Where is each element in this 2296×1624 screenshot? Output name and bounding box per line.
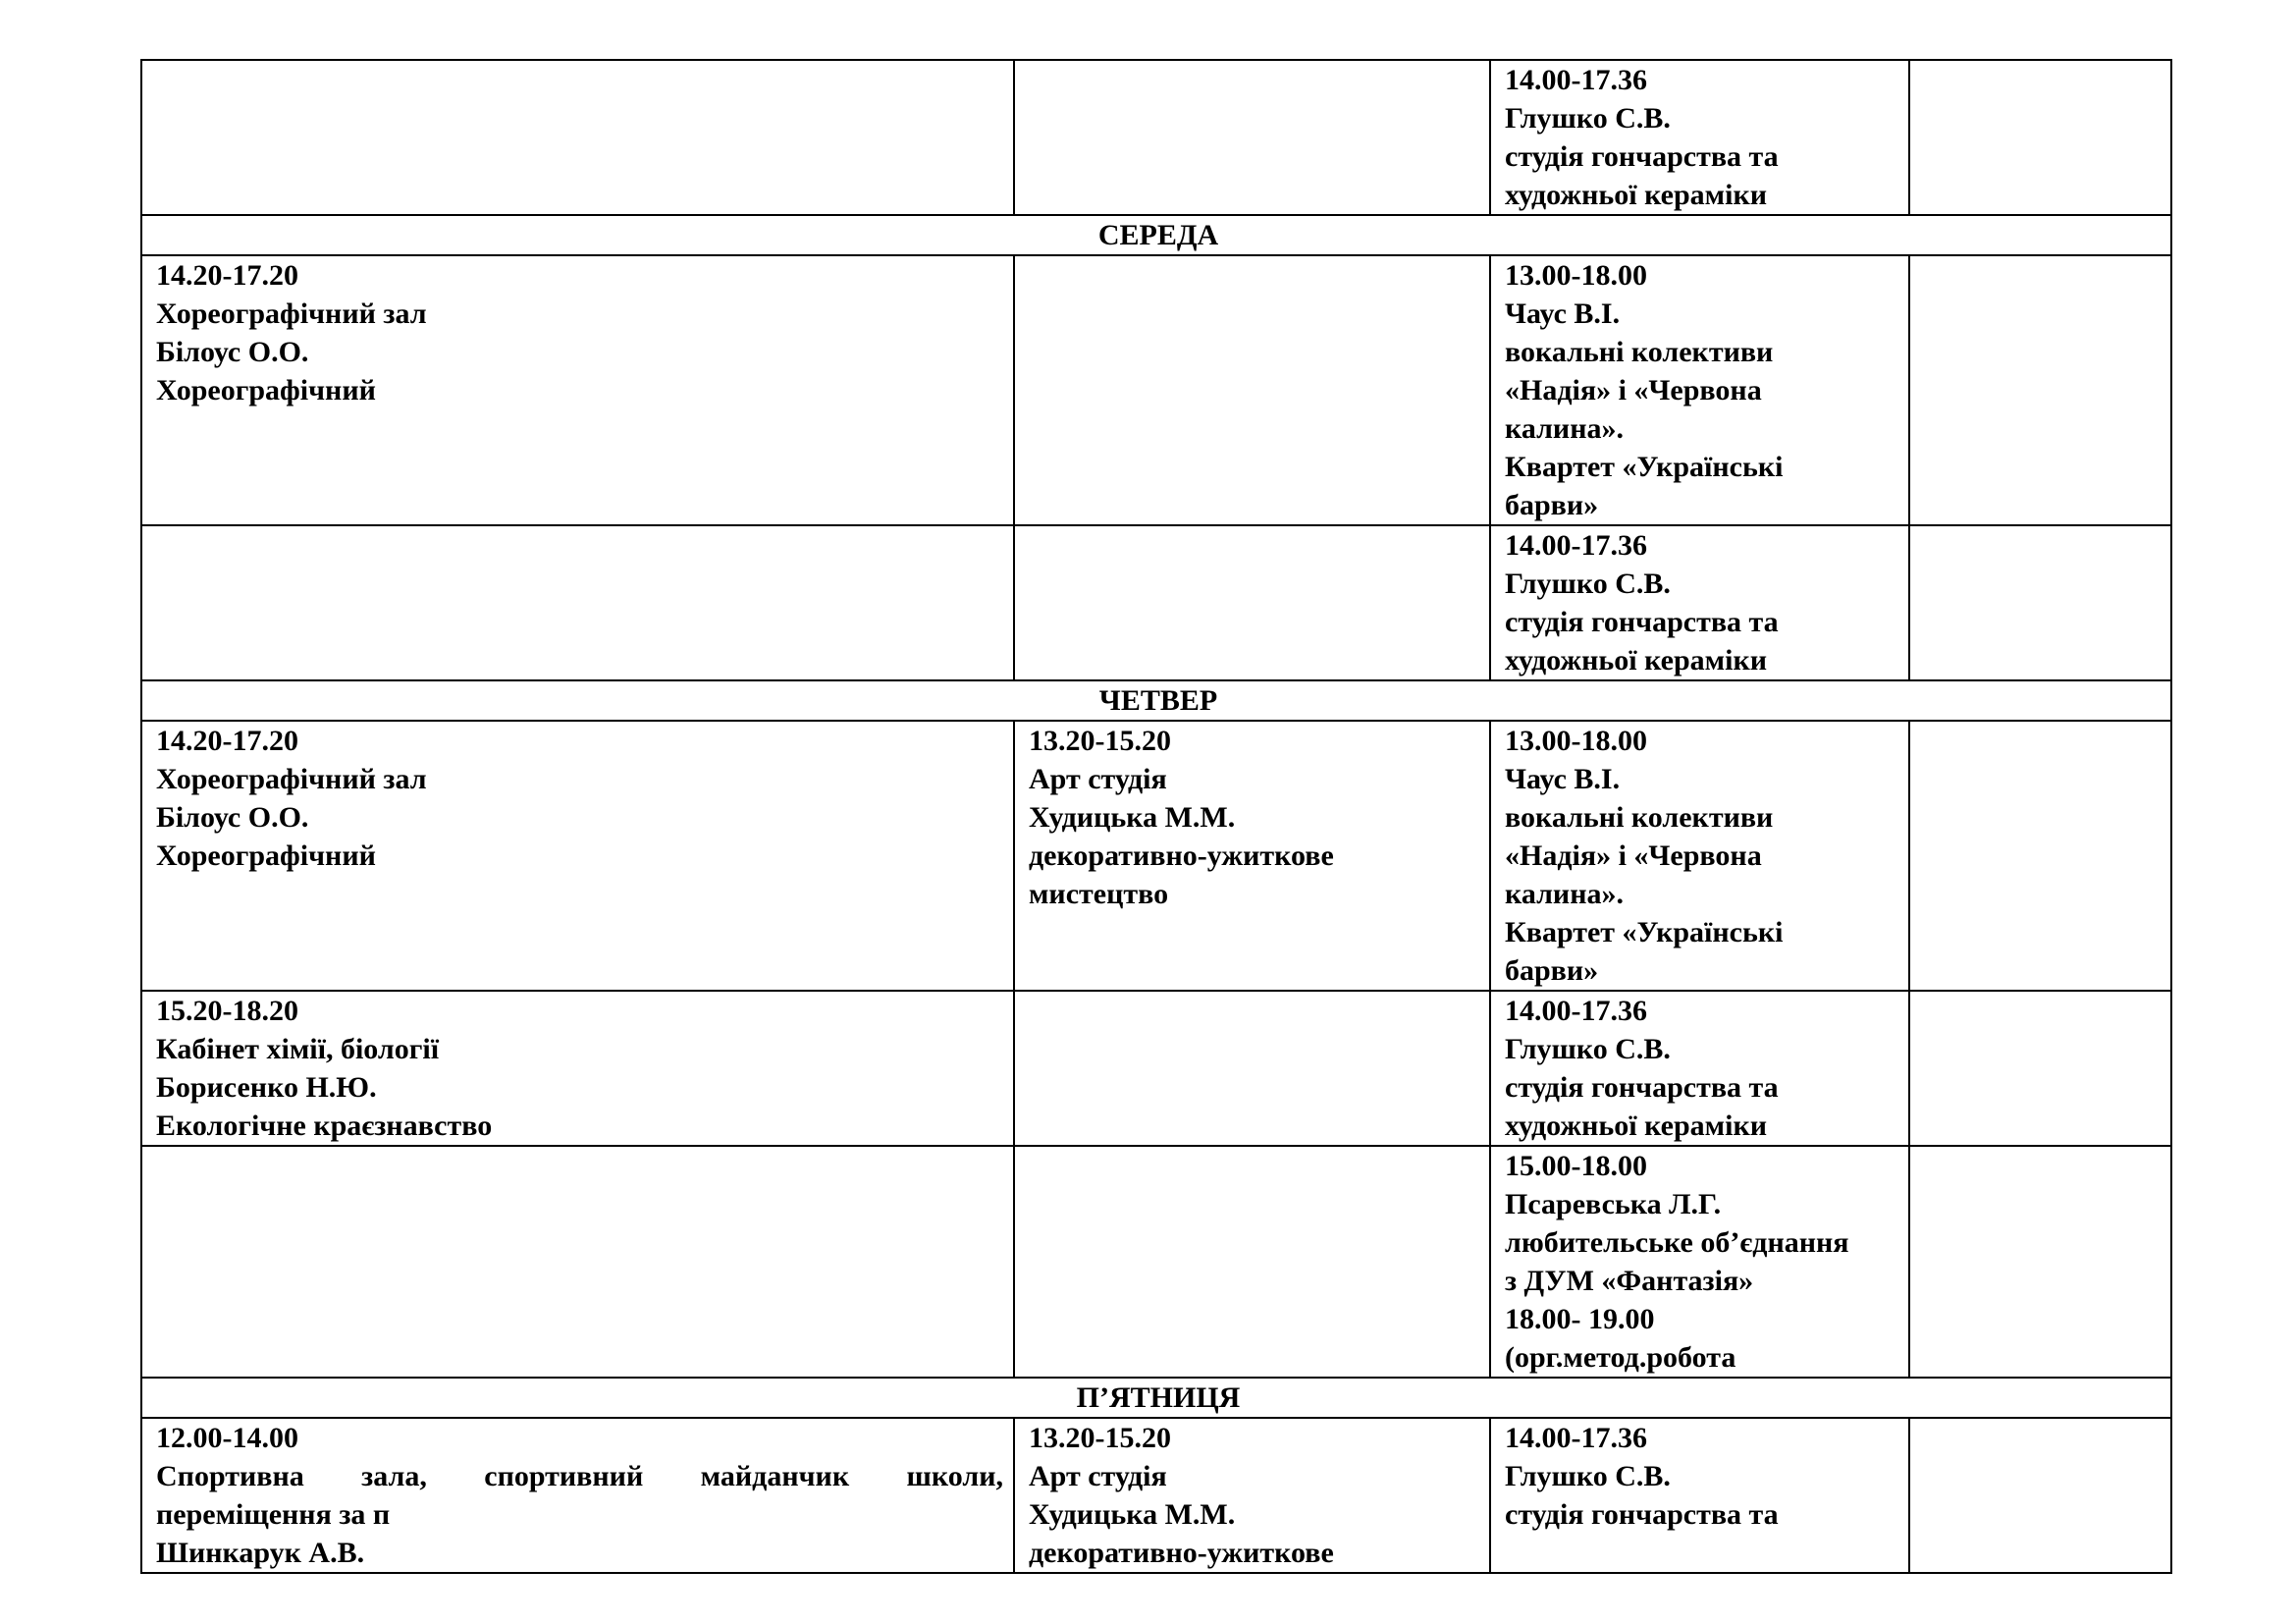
cell-col3 <box>1490 991 1909 1146</box>
cell-line: Глушко С.В. <box>1505 102 1671 135</box>
schedule-row <box>141 721 2171 991</box>
cell-line: 13.20-15.20 <box>1029 725 1171 757</box>
cell-line: Екологічне краєзнавство <box>156 1110 493 1142</box>
cell-line: Глушко С.В. <box>1505 1460 1671 1492</box>
cell-col4 <box>1909 1146 2171 1378</box>
cell-line: Борисенко Н.Ю. <box>156 1071 377 1104</box>
cell-col3 <box>1490 60 1909 215</box>
cell-col4 <box>1909 1418 2171 1573</box>
cell-line: Квартет «Українські <box>1505 916 1784 948</box>
cell-col1 <box>141 1418 1014 1573</box>
cell-line: декоративно-ужиткове <box>1029 1537 1334 1569</box>
cell-line: Худицька М.М. <box>1029 1498 1236 1531</box>
cell-col2 <box>1014 525 1490 680</box>
cell-line: 15.00-18.00 <box>1505 1150 1647 1182</box>
cell-line: 18.00- 19.00 <box>1505 1303 1655 1335</box>
cell-line: Арт студія <box>1029 763 1167 795</box>
cell-line: Худицька М.М. <box>1029 801 1236 834</box>
cell-line: мистецтво <box>1029 878 1169 910</box>
schedule-table <box>140 59 2172 1574</box>
cell-line: з ДУМ «Фантазія» <box>1505 1265 1754 1297</box>
cell-col3 <box>1490 721 1909 991</box>
day-header-row <box>141 215 2171 255</box>
day-header-row <box>141 680 2171 721</box>
cell-line: 15.20-18.20 <box>156 995 298 1027</box>
cell-line: барви» <box>1505 954 1599 987</box>
cell-line: калина». <box>1505 412 1624 445</box>
cell-line: «Надія» і «Червона <box>1505 839 1762 872</box>
cell-line: Білоус О.О. <box>156 336 309 368</box>
cell-line: Білоус О.О. <box>156 801 309 834</box>
cell-line: барви» <box>1505 489 1599 521</box>
cell-col1 <box>141 721 1014 991</box>
cell-col1 <box>141 525 1014 680</box>
cell-line: Глушко С.В. <box>1505 1033 1671 1065</box>
cell-line: 14.20-17.20 <box>156 259 298 292</box>
cell-col1 <box>141 60 1014 215</box>
cell-col3 <box>1490 1418 1909 1573</box>
cell-line: Спортивна зала, спортивний майданчик школи, <box>156 1460 1003 1492</box>
cell-line: Квартет «Українські <box>1505 451 1784 483</box>
cell-line: 13.00-18.00 <box>1505 725 1647 757</box>
schedule-row <box>141 255 2171 525</box>
cell-line: 13.20-15.20 <box>1029 1422 1171 1454</box>
schedule-row <box>141 1418 2171 1573</box>
cell-col2 <box>1014 1146 1490 1378</box>
cell-col1 <box>141 991 1014 1146</box>
cell-line: калина». <box>1505 878 1624 910</box>
cell-col3 <box>1490 525 1909 680</box>
cell-line: 14.00-17.36 <box>1505 64 1647 96</box>
cell-line: декоративно-ужиткове <box>1029 839 1334 872</box>
schedule-row <box>141 1146 2171 1378</box>
cell-col4 <box>1909 60 2171 215</box>
day-header-thursday: ЧЕТВЕР <box>141 680 2171 721</box>
cell-line: художньої кераміки <box>1505 644 1768 677</box>
cell-line: Псаревська Л.Г. <box>1505 1188 1722 1220</box>
cell-line: Чаус В.І. <box>1505 298 1621 330</box>
cell-line: «Надія» і «Червона <box>1505 374 1762 406</box>
cell-col2 <box>1014 721 1490 991</box>
cell-col3 <box>1490 1146 1909 1378</box>
cell-line: художньої кераміки <box>1505 1110 1768 1142</box>
cell-col4 <box>1909 525 2171 680</box>
cell-col1 <box>141 1146 1014 1378</box>
cell-line: 12.00-14.00 <box>156 1422 298 1454</box>
day-header-friday: П’ЯТНИЦЯ <box>141 1378 2171 1418</box>
cell-col4 <box>1909 991 2171 1146</box>
cell-line: Арт студія <box>1029 1460 1167 1492</box>
cell-col2 <box>1014 991 1490 1146</box>
cell-col2 <box>1014 60 1490 215</box>
cell-line: Хореографічний <box>156 839 376 872</box>
cell-col4 <box>1909 721 2171 991</box>
schedule-row <box>141 60 2171 215</box>
schedule-row <box>141 991 2171 1146</box>
cell-col1 <box>141 255 1014 525</box>
cell-line: Шинкарук А.В. <box>156 1537 365 1569</box>
cell-line: 14.00-17.36 <box>1505 529 1647 562</box>
cell-line: Кабінет хімії, біології <box>156 1033 440 1065</box>
cell-line: Хореографічний зал <box>156 298 427 330</box>
cell-col3 <box>1490 255 1909 525</box>
cell-line: Хореографічний зал <box>156 763 427 795</box>
cell-line: Хореографічний <box>156 374 376 406</box>
cell-line: вокальні колективи <box>1505 801 1774 834</box>
cell-line: Глушко С.В. <box>1505 568 1671 600</box>
day-header-row <box>141 1378 2171 1418</box>
cell-line: переміщення за п <box>156 1498 391 1531</box>
cell-line: студія гончарства та <box>1505 140 1779 173</box>
cell-col2 <box>1014 255 1490 525</box>
cell-line: студія гончарства та <box>1505 606 1779 638</box>
cell-line: художньої кераміки <box>1505 179 1768 211</box>
cell-col4 <box>1909 255 2171 525</box>
cell-col2 <box>1014 1418 1490 1573</box>
cell-line: студія гончарства та <box>1505 1071 1779 1104</box>
schedule-row <box>141 525 2171 680</box>
cell-line: 14.20-17.20 <box>156 725 298 757</box>
cell-line: 14.00-17.36 <box>1505 995 1647 1027</box>
cell-line: студія гончарства та <box>1505 1498 1779 1531</box>
cell-line: 14.00-17.36 <box>1505 1422 1647 1454</box>
cell-line: 13.00-18.00 <box>1505 259 1647 292</box>
cell-line: (орг.метод.робота <box>1505 1341 1736 1374</box>
cell-line: вокальні колективи <box>1505 336 1774 368</box>
cell-line: Чаус В.І. <box>1505 763 1621 795</box>
cell-line: любительське об’єднання <box>1505 1226 1849 1259</box>
day-header-wednesday: СЕРЕДА <box>141 215 2171 255</box>
